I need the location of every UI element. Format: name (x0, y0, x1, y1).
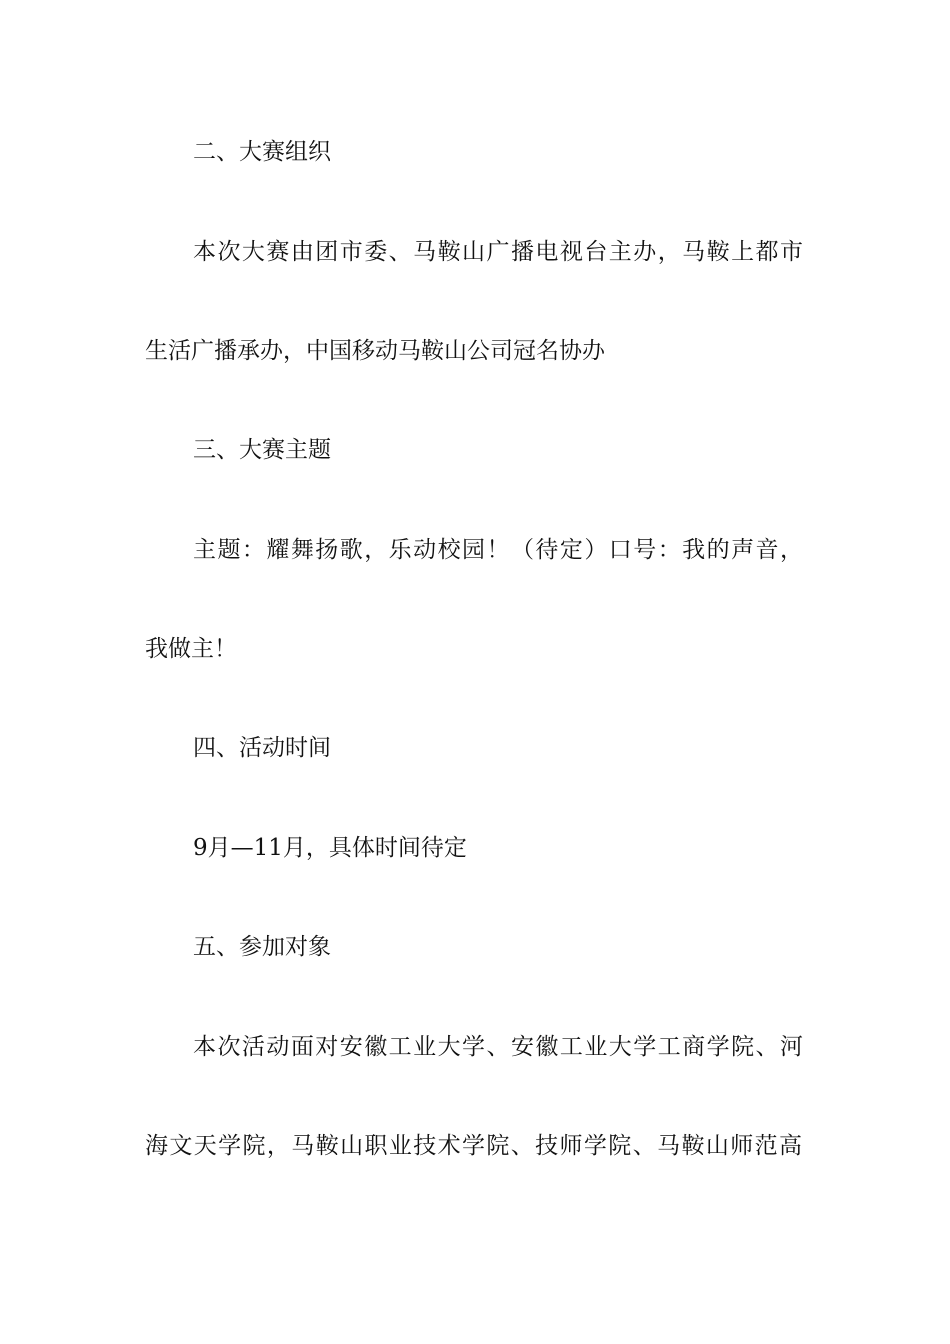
paragraph-participants-line-1: 本次活动面对安徽工业大学、安徽工业大学工商学院、河 (193, 1034, 803, 1060)
paragraph-organization-line-2: 生活广播承办，中国移动马鞍山公司冠名协办 (145, 338, 605, 364)
section-heading-participants: 五、参加对象 (193, 934, 331, 960)
paragraph-participants-line-2: 海文天学院，马鞍山职业技术学院、技师学院、马鞍山师范高 (145, 1133, 802, 1159)
section-heading-organization: 二、大赛组织 (193, 139, 331, 165)
paragraph-theme-line-2: 我做主！ (145, 636, 237, 662)
paragraph-organization-line-1: 本次大赛由团市委、马鞍山广播电视台主办，马鞍上都市 (193, 239, 803, 265)
section-heading-theme: 三、大赛主题 (193, 437, 331, 463)
section-heading-time: 四、活动时间 (193, 735, 331, 761)
paragraph-theme-line-1: 主题：耀舞扬歌，乐动校园！（待定）口号：我的声音， (193, 537, 803, 563)
paragraph-time: 9月—11月，具体时间待定 (193, 835, 467, 861)
